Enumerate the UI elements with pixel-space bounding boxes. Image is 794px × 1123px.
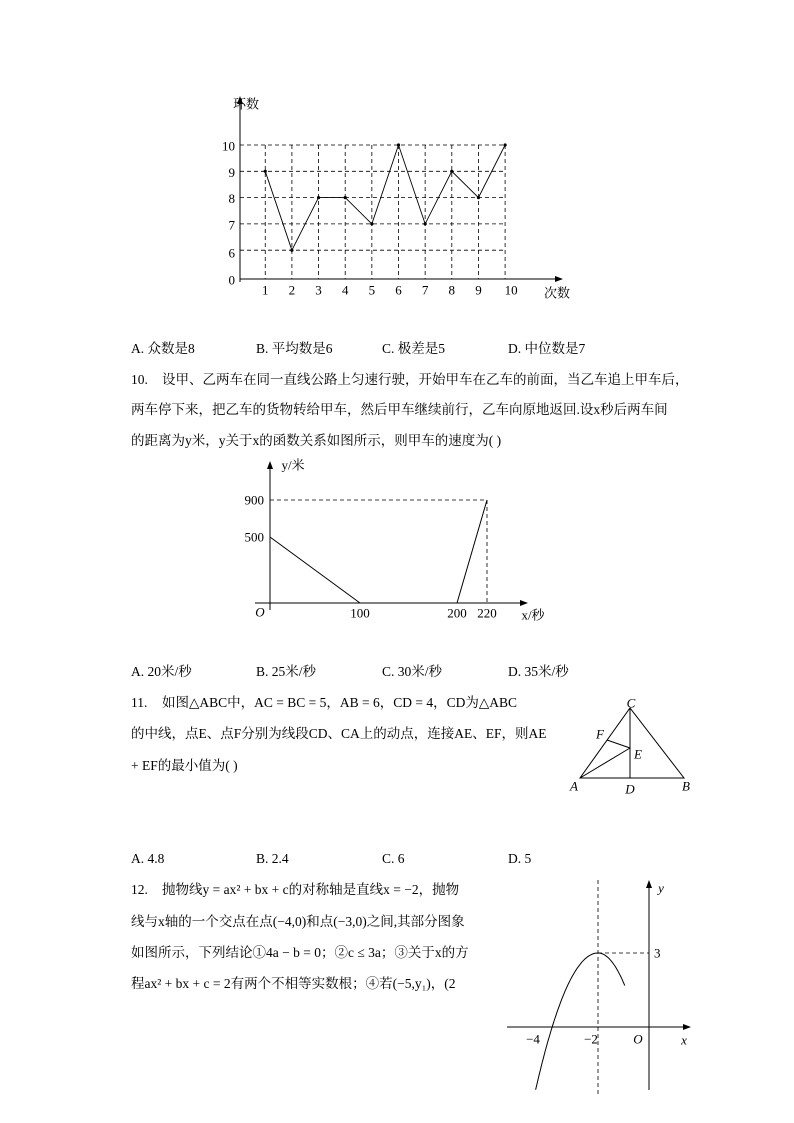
- y-tick-label: 0: [228, 272, 235, 288]
- x-axis-label: x: [681, 1032, 687, 1048]
- x-tick-label: 200: [447, 605, 467, 621]
- y-axis-label: y/米: [281, 457, 305, 473]
- y-tick-label: 6: [228, 245, 235, 261]
- question-11-line-1: 如图△ABC中，AC = BC = 5，AB = 6，CD = 4，CD为△ABC: [162, 695, 518, 710]
- data-point: [450, 170, 453, 173]
- x-tick-label: 6: [395, 282, 402, 298]
- segment-ae: [580, 748, 630, 778]
- data-point: [370, 222, 373, 225]
- question-12-line-3: 如图所示，下列结论①4a − b = 0；②c ≤ 3a；③关于x的方: [131, 945, 469, 960]
- data-point: [477, 196, 480, 199]
- x-tick-label: 4: [341, 282, 349, 298]
- figure-distance-graph: [230, 455, 560, 625]
- x-axis-label: 次数: [543, 285, 571, 301]
- y-axis-label: 环数: [232, 96, 260, 112]
- question-12-line-2: 线与x轴的一个交点在点(−4,0)和点(−3,0)之间,其部分图象: [131, 914, 465, 929]
- x-tick-label: 5: [368, 282, 376, 298]
- q9-option-d: D. 中位数是7: [508, 341, 586, 356]
- x-tick-label: 3: [315, 282, 322, 298]
- question-12-number: 12.: [131, 882, 148, 897]
- point-f-label: F: [596, 726, 604, 742]
- question-12-line-1: 抛物线y = ax² + bx + c的对称轴是直线x = −2，抛物: [162, 882, 460, 897]
- data-point: [504, 143, 507, 146]
- question-10-line-2: 两车停下来，把乙车的货物转给甲车，然后甲车继续前行，乙车向原地返回.设x秒后两车间: [131, 402, 668, 417]
- x-tick-label: −2: [584, 1031, 598, 1047]
- question-11-line-3: + EF的最小值为( ): [131, 758, 238, 773]
- data-point: [317, 196, 320, 199]
- x-tick-label: 1: [262, 282, 269, 298]
- graph-segment: [457, 500, 487, 603]
- q11-option-b: B. 2.4: [256, 851, 289, 866]
- figure-rings-chart: [200, 90, 580, 305]
- graph-segment: [270, 537, 360, 603]
- origin-label: O: [255, 604, 265, 620]
- q9-option-b: B. 平均数是6: [256, 341, 333, 356]
- x-axis-arrow: [520, 600, 528, 606]
- x-tick-label: 7: [421, 282, 429, 298]
- chart-marks: [222, 139, 518, 298]
- y-tick-label: 9: [228, 164, 235, 180]
- x-axis-arrow: [555, 276, 563, 282]
- point-d-label: D: [625, 781, 635, 797]
- point-c-label: C: [626, 695, 636, 711]
- q11-option-a: A. 4.8: [131, 851, 165, 866]
- x-tick-label: 10: [504, 282, 518, 298]
- chart-marks: [245, 493, 497, 621]
- figure-triangle: [560, 695, 700, 800]
- origin-label: O: [633, 1031, 643, 1047]
- x-tick-label: 100: [350, 605, 370, 621]
- x-tick-label: 8: [448, 282, 456, 298]
- y-tick-label: 500: [244, 529, 264, 545]
- data-point: [424, 222, 427, 225]
- data-point: [397, 143, 400, 146]
- x-axis-arrow: [683, 1024, 691, 1030]
- q10-option-a: A. 20米/秒: [131, 664, 192, 679]
- y-tick-label: 8: [228, 191, 235, 207]
- x-tick-label: 9: [475, 282, 482, 298]
- y-tick-label: 3: [654, 945, 661, 961]
- x-tick-label: −4: [526, 1031, 540, 1047]
- point-e-label: E: [634, 746, 642, 762]
- x-tick-label: 220: [477, 605, 497, 621]
- q10-option-c: C. 30米/秒: [382, 664, 443, 679]
- data-line: [265, 145, 505, 250]
- question-10-line-3: 的距离为y米，y关于x的函数关系如图所示，则甲车的速度为( ): [131, 433, 502, 448]
- data-point: [290, 249, 293, 252]
- q11-option-c: C. 6: [382, 851, 405, 866]
- chart-marks: [526, 880, 660, 1095]
- question-10-number: 10.: [131, 372, 148, 387]
- figure-parabola: [500, 870, 700, 1100]
- y-axis-arrow: [646, 880, 652, 888]
- q9-option-c: C. 极差是5: [382, 341, 446, 356]
- question-11-line-2: 的中线，点E、点F分别为线段CD、CA上的动点，连接AE、EF，则AE: [131, 726, 547, 741]
- point-a-label: A: [570, 778, 578, 794]
- q11-option-d: D. 5: [508, 851, 532, 866]
- y-tick-label: 900: [244, 492, 264, 508]
- triangle-abc: [580, 708, 684, 778]
- y-axis-label: y: [658, 880, 664, 896]
- question-11-number: 11.: [131, 695, 148, 710]
- q10-option-d: D. 35米/秒: [508, 664, 569, 679]
- parabola-curve: [536, 953, 625, 1090]
- data-point: [264, 170, 267, 173]
- y-tick-label: 10: [222, 138, 235, 154]
- question-12-line-4: 程ax² + bx + c = 2有两个不相等实数根；④若(−5,y₁)，(2: [131, 976, 456, 991]
- segment-ef: [607, 740, 630, 748]
- data-point: [344, 196, 347, 199]
- y-tick-label: 7: [228, 217, 235, 233]
- q9-option-a: A. 众数是8: [131, 341, 195, 356]
- x-tick-label: 2: [288, 282, 296, 298]
- x-axis-label: x/秒: [521, 607, 545, 623]
- question-10-line-1: 设甲、乙两车在同一直线公路上匀速行驶，开始甲车在乙车的前面，当乙车追上甲车后，: [162, 372, 689, 387]
- y-axis-arrow: [267, 461, 273, 469]
- q10-option-b: B. 25米/秒: [256, 664, 317, 679]
- point-b-label: B: [682, 778, 690, 794]
